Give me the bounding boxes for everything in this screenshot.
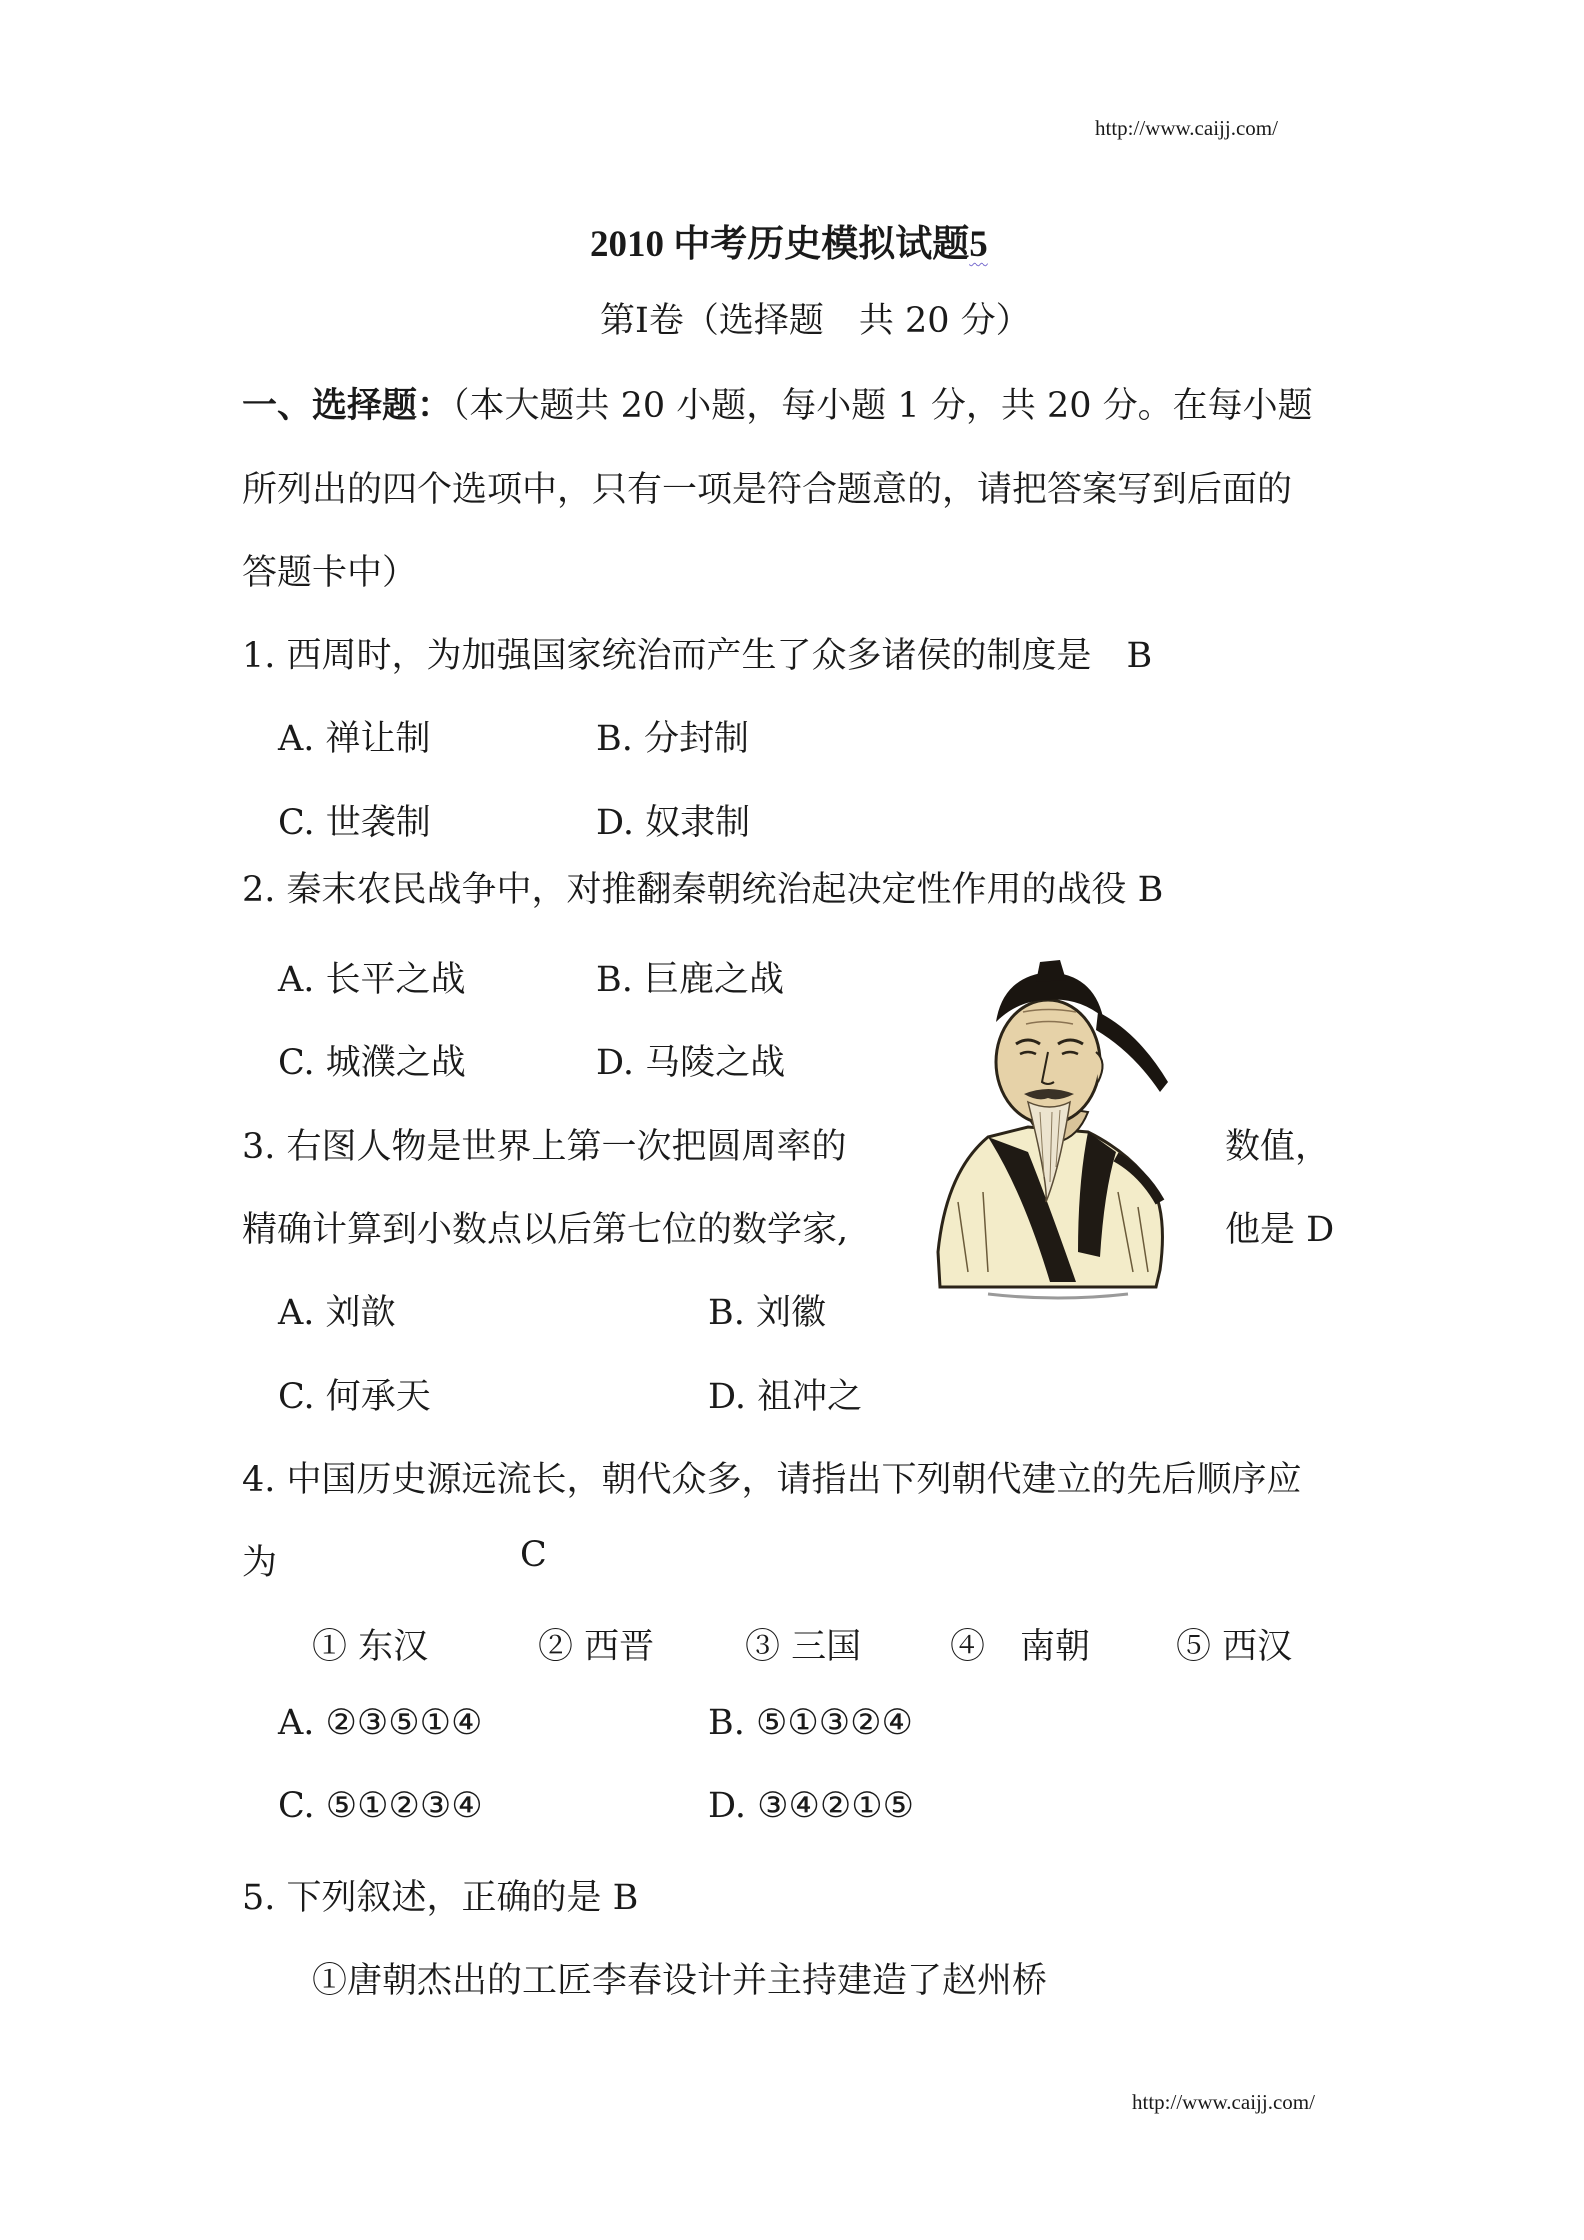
q3-option-a: A. 刘歆 xyxy=(278,1293,396,1333)
q4-item-3: ③ 三国 xyxy=(745,1627,862,1667)
q3-option-b: B. 刘徽 xyxy=(708,1293,826,1333)
q3-stem-line-2-end: 他是 D xyxy=(1225,1210,1335,1250)
q2-stem: 2. 秦末农民战争中，对推翻秦朝统治起决定性作用的战役 B xyxy=(242,870,1164,910)
q2-option-a: A. 长平之战 xyxy=(278,960,466,1000)
q4-stem-line-1: 4. 中国历史源远流长，朝代众多，请指出下列朝代建立的先后顺序应 xyxy=(242,1460,1302,1500)
q1-option-b: B. 分封制 xyxy=(596,719,749,759)
q3-option-c: C. 何承天 xyxy=(278,1377,431,1417)
q4-item-5: ⑤ 西汉 xyxy=(1176,1627,1293,1667)
section-intro-line-3: 答题卡中） xyxy=(242,553,418,593)
q5-stem: 5. 下列叙述，正确的是 B xyxy=(242,1878,639,1918)
part-subtitle: 第Ⅰ卷（选择题 共 20 分） xyxy=(600,301,1031,341)
section-intro-text: （本大题共 20 小题，每小题 1 分，共 20 分。在每小题 xyxy=(452,386,1313,426)
q4-option-b: B. ⑤①③②④ xyxy=(708,1703,913,1743)
q4-item-1: ① 东汉 xyxy=(312,1627,429,1667)
q2-option-d: D. 马陵之战 xyxy=(596,1043,786,1083)
q3-stem-line-1-end: 数值， xyxy=(1225,1127,1331,1167)
section-heading: 一、选择题： xyxy=(242,385,453,426)
q1-stem: 1. 西周时，为加强国家统治而产生了众多诸侯的制度是 B xyxy=(242,636,1153,676)
q5-item-1: ①唐朝杰出的工匠李春设计并主持建造了赵州桥 xyxy=(312,1961,1048,2001)
section-intro-line-1 xyxy=(242,378,1313,428)
header-url[interactable]: http://www.caijj.com/ xyxy=(1095,116,1278,140)
q3-option-d: D. 祖冲之 xyxy=(708,1377,863,1417)
title-number: 5 xyxy=(969,224,988,265)
q1-option-d: D. 奴隶制 xyxy=(596,803,751,843)
q1-option-c: C. 世袭制 xyxy=(278,803,431,843)
title-text: 2010 中考历史模拟试题 xyxy=(590,224,970,265)
q4-option-c: C. ⑤①②③④ xyxy=(278,1786,483,1826)
q2-option-b: B. 巨鹿之战 xyxy=(596,960,784,1000)
q3-stem-line-2: 精确计算到小数点以后第七位的数学家, xyxy=(242,1210,849,1250)
q4-item-4: ④ 南朝 xyxy=(950,1627,1091,1667)
page-title xyxy=(590,213,988,267)
q4-option-d: D. ③④②①⑤ xyxy=(708,1786,914,1826)
q4-answer: C xyxy=(520,1535,547,1575)
q4-option-a: A. ②③⑤①④ xyxy=(278,1703,483,1743)
q1-option-a: A. 禅让制 xyxy=(278,719,431,759)
q2-option-c: C. 城濮之战 xyxy=(278,1043,466,1083)
footer-url[interactable]: http://www.caijj.com/ xyxy=(1132,2090,1315,2114)
q3-stem-line-1: 3. 右图人物是世界上第一次把圆周率的 xyxy=(242,1127,847,1167)
q4-item-2: ② 西晋 xyxy=(538,1627,655,1667)
section-intro-line-2: 所列出的四个选项中，只有一项是符合题意的，请把答案写到后面的 xyxy=(242,470,1293,510)
q4-stem-line-2: 为 xyxy=(242,1543,278,1583)
scholar-portrait-icon xyxy=(928,952,1190,1308)
